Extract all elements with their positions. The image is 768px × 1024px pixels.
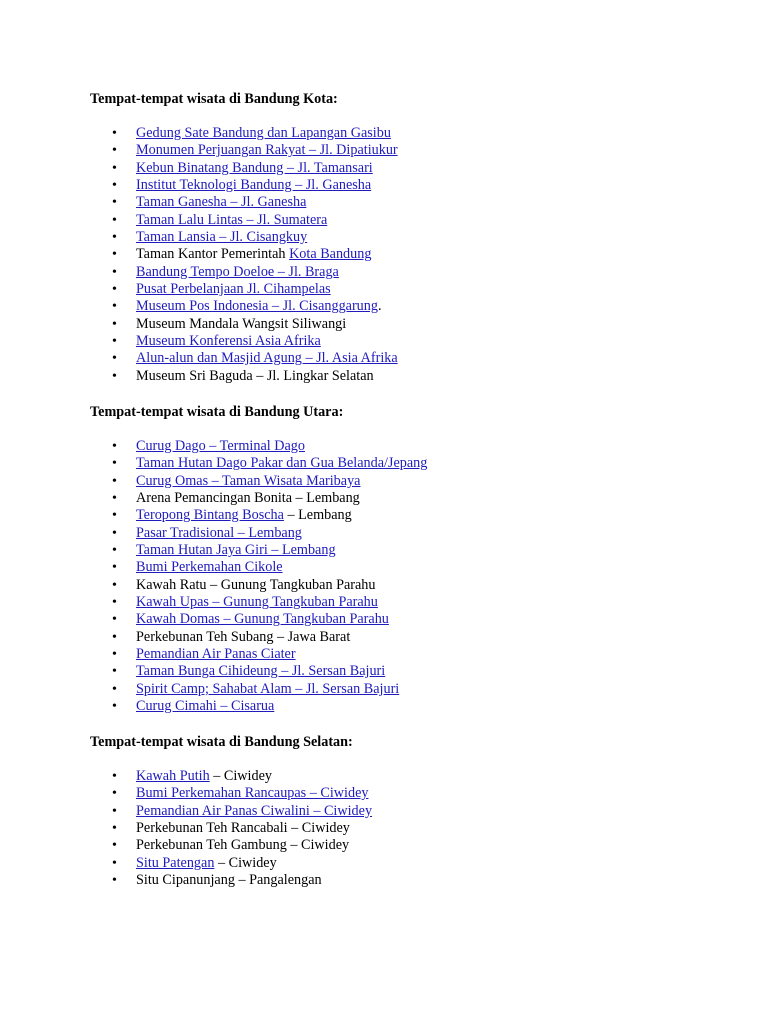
bullet-icon: • <box>112 855 117 871</box>
place-link[interactable]: Teropong Bintang Boscha <box>136 507 284 524</box>
list-item <box>90 194 398 211</box>
list-item <box>90 803 372 820</box>
bullet-icon: • <box>112 473 117 489</box>
list-item <box>90 525 427 542</box>
section-bandung-selatan <box>90 734 372 889</box>
bullet-icon: • <box>112 456 117 472</box>
list-item <box>90 281 398 298</box>
list-item <box>90 768 372 785</box>
bullet-icon: • <box>112 143 117 159</box>
place-link[interactable]: Institut Teknologi Bandung – Jl. Ganesha <box>136 177 372 194</box>
bullet-icon: • <box>112 368 117 384</box>
place-link[interactable]: Taman Bunga Cihideung – Jl. Sersan Bajuri <box>136 663 386 680</box>
bullet-icon: • <box>112 439 117 454</box>
bullet-icon: • <box>112 647 117 663</box>
item-text: . <box>377 298 382 315</box>
bullet-icon: • <box>112 629 117 645</box>
list-item <box>90 246 398 263</box>
list-item <box>90 438 427 455</box>
list-item <box>90 368 398 385</box>
place-link[interactable]: Taman Hutan Jaya Giri – Lembang <box>136 542 336 559</box>
place-link[interactable]: Taman Ganesha – Jl. Ganesha <box>136 194 307 211</box>
bullet-icon: • <box>112 664 117 680</box>
place-link[interactable]: Curug Cimahi – Cisarua <box>136 698 275 715</box>
list-item <box>90 229 398 246</box>
place-link[interactable]: Kawah Domas – Gunung Tangkuban Parahu <box>136 611 389 628</box>
bullet-icon: • <box>112 821 117 837</box>
bullet-icon: • <box>112 247 117 263</box>
place-list <box>90 768 372 889</box>
bullet-icon: • <box>112 873 117 889</box>
place-link[interactable]: Museum Konferensi Asia Afrika <box>136 333 321 350</box>
place-list <box>90 125 398 385</box>
bullet-icon: • <box>112 212 117 228</box>
place-link[interactable]: Pasar Tradisional – Lembang <box>136 524 302 541</box>
bullet-icon: • <box>112 681 117 697</box>
list-item <box>90 663 427 680</box>
place-link[interactable]: Bandung Tempo Doeloe – Jl. Braga <box>136 263 339 280</box>
bullet-icon: • <box>112 838 117 854</box>
section-heading: Tempat-tempat wisata di Bandung Kota: <box>90 91 338 107</box>
list-item <box>90 785 372 802</box>
list-item <box>90 872 372 889</box>
bullet-icon: • <box>112 299 117 315</box>
list-item <box>90 681 427 698</box>
place-link[interactable]: Taman Lansia – Jl. Cisangkuy <box>136 229 308 246</box>
bullet-icon: • <box>112 230 117 246</box>
place-link[interactable]: Curug Dago – Terminal Dago <box>136 438 305 454</box>
bullet-icon: • <box>112 543 117 559</box>
place-link[interactable]: Pemandian Air Panas Ciater <box>136 646 296 663</box>
bullet-icon: • <box>112 160 117 176</box>
list-item <box>90 646 427 663</box>
item-text: Perkebunan Teh Gambung – Ciwidey <box>136 837 350 854</box>
place-link[interactable]: Pemandian Air Panas Ciwalini – Ciwidey <box>136 802 373 819</box>
bullet-icon: • <box>112 612 117 628</box>
item-text: Perkebunan Teh Rancabali – Ciwidey <box>136 820 350 837</box>
place-link[interactable]: Curug Omas – Taman Wisata Maribaya <box>136 472 361 489</box>
bullet-icon: • <box>112 803 117 819</box>
item-text: – Lembang <box>283 507 352 524</box>
bullet-icon: • <box>112 316 117 332</box>
bullet-icon: • <box>112 699 117 715</box>
bullet-icon: • <box>112 351 117 367</box>
list-item <box>90 577 427 594</box>
item-text: Museum Sri Baguda – Jl. Lingkar Selatan <box>136 367 374 384</box>
list-item <box>90 542 427 559</box>
bullet-icon: • <box>112 126 117 141</box>
list-item <box>90 264 398 281</box>
bullet-icon: • <box>112 577 117 593</box>
bullet-icon: • <box>112 560 117 576</box>
place-link[interactable]: Monumen Perjuangan Rakyat – Jl. Dipatiukur <box>136 142 398 159</box>
list-item <box>90 594 427 611</box>
place-link[interactable]: Museum Pos Indonesia – Jl. Cisanggarung <box>136 298 378 315</box>
list-item <box>90 820 372 837</box>
list-item <box>90 160 398 177</box>
place-link[interactable]: Alun-alun dan Masjid Agung – Jl. Asia Afrika <box>136 350 398 367</box>
list-item <box>90 490 427 507</box>
list-item <box>90 125 398 142</box>
bullet-icon: • <box>112 334 117 350</box>
section-heading: Tempat-tempat wisata di Bandung Selatan: <box>90 734 353 750</box>
bullet-icon: • <box>112 786 117 802</box>
list-item <box>90 316 398 333</box>
list-item <box>90 507 427 524</box>
list-item <box>90 629 427 646</box>
bullet-icon: • <box>112 282 117 298</box>
bullet-icon: • <box>112 525 117 541</box>
place-link[interactable]: Taman Lalu Lintas – Jl. Sumatera <box>136 211 328 228</box>
list-item <box>90 212 398 229</box>
list-item <box>90 455 427 472</box>
list-item <box>90 473 427 490</box>
list-item <box>90 177 398 194</box>
place-link[interactable]: Situ Patengan <box>136 854 215 871</box>
place-link[interactable]: Kawah Putih <box>136 768 210 784</box>
section-bandung-utara <box>90 404 427 716</box>
bullet-icon: • <box>112 264 117 280</box>
bullet-icon: • <box>112 491 117 507</box>
bullet-icon: • <box>112 595 117 611</box>
place-link[interactable]: Pusat Perbelanjaan Jl. Cihampelas <box>136 281 331 298</box>
place-link[interactable]: Spirit Camp; Sahabat Alam – Jl. Sersan Bajuri <box>136 680 400 697</box>
item-text: Museum Mandala Wangsit Siliwangi <box>136 315 347 332</box>
place-list <box>90 438 427 716</box>
bullet-icon: • <box>112 178 117 194</box>
list-item <box>90 855 372 872</box>
item-text: – Ciwidey <box>214 854 277 871</box>
place-link[interactable]: Bumi Perkemahan Rancaupas – Ciwidey <box>136 785 369 802</box>
place-link[interactable]: Bumi Perkemahan Cikole <box>136 559 283 576</box>
bullet-icon: • <box>112 508 117 524</box>
list-item <box>90 837 372 854</box>
place-link[interactable]: Kawah Upas – Gunung Tangkuban Parahu <box>136 594 378 611</box>
place-link[interactable]: Kota Bandung <box>289 246 372 263</box>
item-text: Perkebunan Teh Subang – Jawa Barat <box>136 628 351 645</box>
list-item <box>90 298 398 315</box>
item-text: Arena Pemancingan Bonita – Lembang <box>136 490 360 507</box>
place-link[interactable]: Kebun Binatang Bandung – Jl. Tamansari <box>136 159 373 176</box>
section-heading: Tempat-tempat wisata di Bandung Utara: <box>90 404 344 420</box>
list-item <box>90 350 398 367</box>
item-text: Taman Kantor Pemerintah <box>136 246 290 263</box>
list-item <box>90 698 427 715</box>
item-text: – Ciwidey <box>209 768 272 784</box>
list-item <box>90 611 427 628</box>
list-item <box>90 142 398 159</box>
item-text: Kawah Ratu – Gunung Tangkuban Parahu <box>136 576 376 593</box>
bullet-icon: • <box>112 195 117 211</box>
list-item <box>90 333 398 350</box>
place-link[interactable]: Gedung Sate Bandung dan Lapangan Gasibu <box>136 125 391 141</box>
list-item <box>90 559 427 576</box>
section-bandung-kota <box>90 91 398 385</box>
bullet-icon: • <box>112 769 117 784</box>
place-link[interactable]: Taman Hutan Dago Pakar dan Gua Belanda/Jepang <box>136 455 428 472</box>
item-text: Situ Cipanunjang – Pangalengan <box>136 872 322 889</box>
